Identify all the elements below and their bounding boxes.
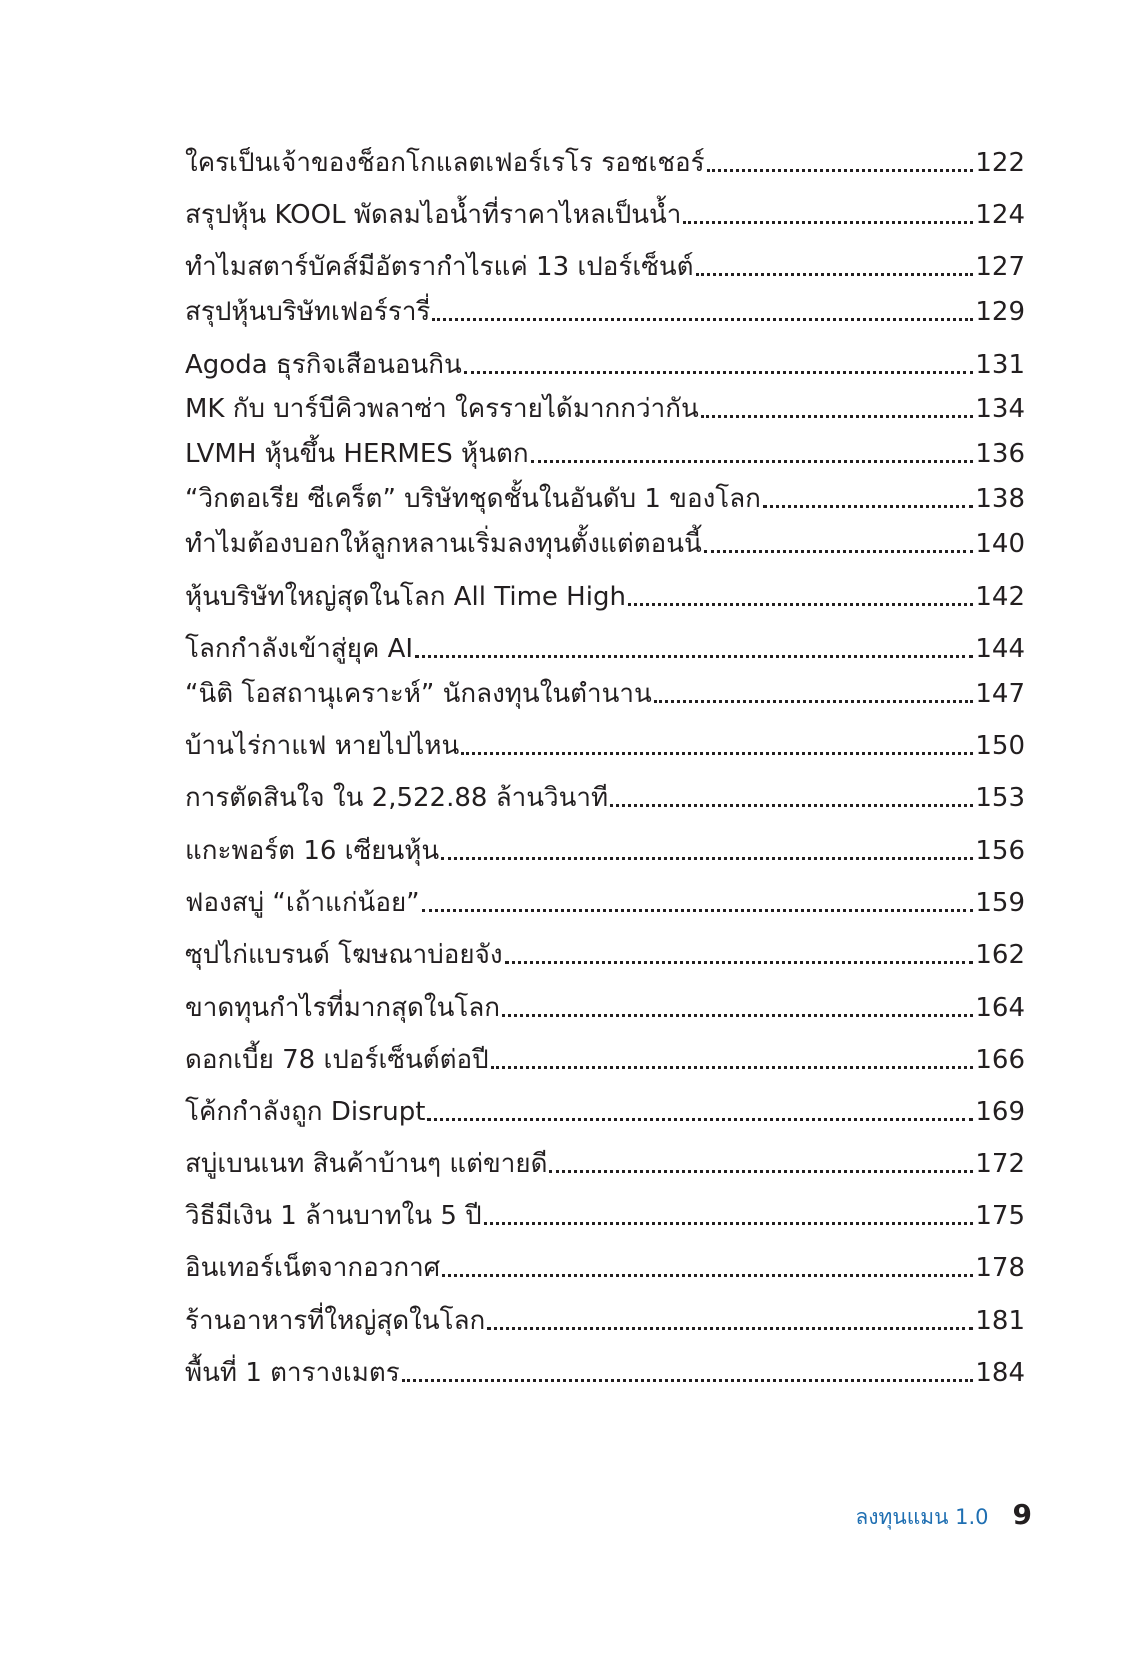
toc-entry-title: สรุปหุ้นบริษัทเฟอร์รารี่ — [185, 297, 431, 327]
dot-leader — [487, 1327, 973, 1330]
dot-leader — [763, 505, 973, 508]
toc-entry-page: 164 — [975, 993, 1025, 1023]
toc-entry-title: “นิติ โอสถานุเคราะห์” นักลงทุนในตำนาน — [185, 679, 652, 709]
toc-entry-title: “วิกตอเรีย ซีเคร็ต” บริษัทชุดชั้นในอันดับ 1 ของโลก — [185, 484, 761, 514]
toc-entry-title: อินเทอร์เน็ตจากอวกาศ — [185, 1253, 441, 1283]
toc-entry[interactable] — [185, 476, 1025, 516]
toc-entry[interactable] — [185, 671, 1025, 711]
toc-entry[interactable] — [185, 244, 1025, 284]
toc-entry-title: Agoda ธุรกิจเสือนอนกิน — [185, 350, 462, 380]
toc-entry-title: การตัดสินใจ ใน 2,522.88 ล้านวินาที — [185, 783, 609, 813]
dot-leader — [531, 460, 974, 463]
dot-leader — [464, 371, 974, 374]
toc-entry[interactable] — [185, 521, 1025, 561]
dot-leader — [696, 273, 974, 276]
toc-entry-page: 136 — [975, 439, 1025, 469]
dot-leader — [549, 1170, 973, 1173]
toc-entry[interactable] — [185, 1245, 1025, 1285]
toc-entry-title: ฟองสบู่ “เถ้าแก่น้อย” — [185, 888, 420, 918]
dot-leader — [502, 1014, 973, 1017]
toc-entry-page: 150 — [975, 731, 1025, 761]
toc-entry-title: ใครเป็นเจ้าของช็อกโกแลตเฟอร์เรโร รอชเชอร์ — [185, 148, 705, 178]
dot-leader — [402, 1379, 974, 1382]
toc-entry[interactable] — [185, 140, 1025, 180]
toc-entry-page: 122 — [975, 148, 1025, 178]
dot-leader — [628, 603, 973, 606]
toc-entry-title: ดอกเบี้ย 78 เปอร์เซ็นต์ต่อปี — [185, 1045, 489, 1075]
toc-entry[interactable] — [185, 342, 1025, 382]
toc-entry-page: 172 — [975, 1149, 1025, 1179]
toc-entry[interactable] — [185, 1089, 1025, 1129]
toc-entry-page: 156 — [975, 836, 1025, 866]
toc-entry[interactable] — [185, 828, 1025, 868]
toc-entry[interactable] — [185, 1298, 1025, 1338]
toc-entry-page: 127 — [975, 252, 1025, 282]
toc-entry-title: แกะพอร์ต 16 เซียนหุ้น — [185, 836, 440, 866]
toc-entry[interactable] — [185, 932, 1025, 972]
toc-entry-page: 134 — [975, 394, 1025, 424]
toc-entry-title: วิธีมีเงิน 1 ล้านบาทใน 5 ปี — [185, 1201, 482, 1231]
toc-entry-title: LVMH หุ้นขึ้น HERMES หุ้นตก — [185, 439, 529, 469]
toc-entry-page: 124 — [975, 200, 1025, 230]
dot-leader — [422, 909, 974, 912]
toc-entry-title: MK กับ บาร์บีคิวพลาซ่า ใครรายได้มากกว่ากัน — [185, 394, 699, 424]
toc-entry-page: 129 — [975, 297, 1025, 327]
dot-leader — [432, 318, 973, 321]
toc-entry[interactable] — [185, 1141, 1025, 1181]
toc-entry[interactable] — [185, 289, 1025, 329]
toc-entry-title: ขาดทุนกำไรที่มากสุดในโลก — [185, 993, 501, 1023]
toc-entry-page: 142 — [975, 582, 1025, 612]
toc-entry-title: ร้านอาหารที่ใหญ่สุดในโลก — [185, 1306, 486, 1336]
toc-entry-title: โลกกำลังเข้าสู่ยุค AI — [185, 634, 414, 664]
toc-entry-title: ทำไมต้องบอกให้ลูกหลานเริ่มลงทุนตั้งแต่ตอนนี้ — [185, 529, 702, 559]
toc-entry[interactable] — [185, 723, 1025, 763]
dot-leader — [610, 804, 973, 807]
dot-leader — [484, 1222, 974, 1225]
toc-entry[interactable] — [185, 574, 1025, 614]
toc-entry[interactable] — [185, 1037, 1025, 1077]
toc-entry-page: 159 — [975, 888, 1025, 918]
toc-entry-page: 169 — [975, 1097, 1025, 1127]
toc-entry-title: สรุปหุ้น KOOL พัดลมไอน้ำที่ราคาไหลเป็นน้ำ — [185, 200, 682, 230]
running-footer-title: ลงทุนแมน 1.0 — [855, 1505, 989, 1529]
dot-leader — [704, 550, 974, 553]
toc-entry-page: 140 — [975, 529, 1025, 559]
dot-leader — [442, 1274, 973, 1277]
dot-leader — [491, 1066, 974, 1069]
toc-entry-page: 181 — [975, 1306, 1025, 1336]
toc-entry[interactable] — [185, 626, 1025, 666]
toc-entry-page: 166 — [975, 1045, 1025, 1075]
toc-entry-page: 178 — [975, 1253, 1025, 1283]
dot-leader — [461, 752, 973, 755]
toc-entry[interactable] — [185, 985, 1025, 1025]
toc-entry-page: 175 — [975, 1201, 1025, 1231]
dot-leader — [441, 857, 973, 860]
toc-entry-page: 144 — [975, 634, 1025, 664]
toc-entry-page: 162 — [975, 940, 1025, 970]
dot-leader — [427, 1118, 973, 1121]
toc-entry-page: 131 — [975, 350, 1025, 380]
toc-entry[interactable] — [185, 431, 1025, 471]
dot-leader — [707, 169, 974, 172]
toc-entry-title: ทำไมสตาร์บัคส์มีอัตรากำไรแค่ 13 เปอร์เซ็นต์ — [185, 252, 694, 282]
dot-leader — [683, 221, 973, 224]
toc-entry[interactable] — [185, 1193, 1025, 1233]
page-number: 9 — [1012, 1498, 1032, 1531]
toc-entry-page: 147 — [975, 679, 1025, 709]
dot-leader — [505, 961, 974, 964]
toc-entry-title: หุ้นบริษัทใหญ่สุดในโลก All Time High — [185, 582, 626, 612]
toc-entry-page: 184 — [975, 1358, 1025, 1388]
toc-entry[interactable] — [185, 386, 1025, 426]
toc-entry-title: โค้กกำลังถูก Disrupt — [185, 1097, 426, 1127]
toc-entry[interactable] — [185, 880, 1025, 920]
toc-entry-title: บ้านไร่กาแฟ หายไปไหน — [185, 731, 460, 761]
dot-leader — [415, 655, 973, 658]
toc-entry-page: 138 — [975, 484, 1025, 514]
toc-entry[interactable] — [185, 775, 1025, 815]
dot-leader — [654, 700, 974, 703]
toc-entry-title: ซุปไก่แบรนด์ โฆษณาบ่อยจัง — [185, 940, 503, 970]
toc-entry[interactable] — [185, 192, 1025, 232]
toc-entry-page: 153 — [975, 783, 1025, 813]
dot-leader — [701, 415, 974, 418]
toc-entry[interactable] — [185, 1350, 1025, 1390]
toc-entry-title: สบู่เบนเนท สินค้าบ้านๆ แต่ขายดี — [185, 1149, 548, 1179]
page-footer — [855, 1498, 1032, 1534]
toc-entry-title: พื้นที่ 1 ตารางเมตร — [185, 1358, 400, 1388]
